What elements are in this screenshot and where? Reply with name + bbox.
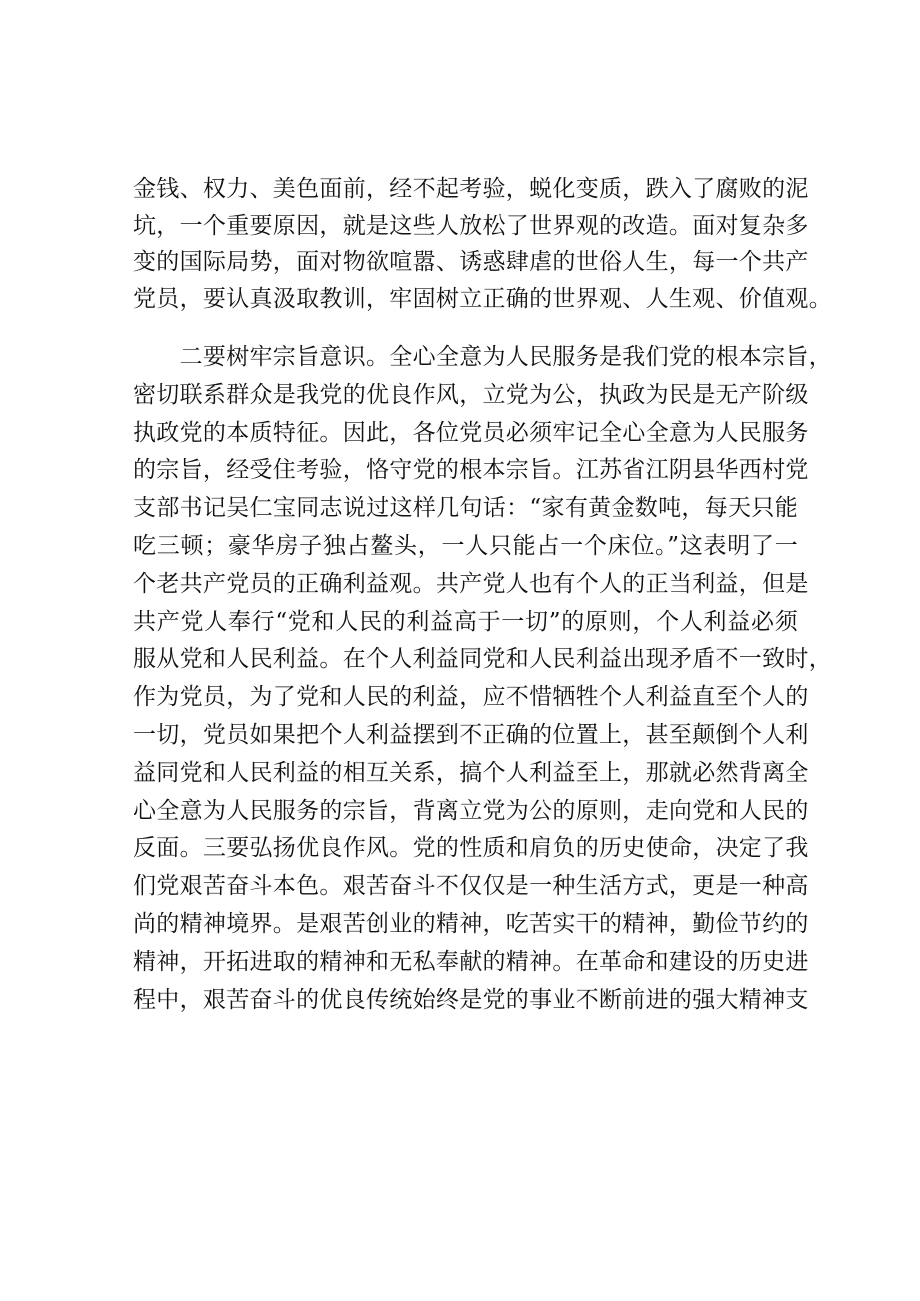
text-line: 二要树牢宗旨意识。全心全意为人民服务是我们党的根本宗旨， xyxy=(133,344,832,370)
text-line: 党员，要认真汲取教训，牢固树立正确的世界观、人生观、价值观。 xyxy=(133,285,832,312)
text-line: 金钱、权力、美色面前，经不起考验，蜕化变质，跌入了腐败的泥 xyxy=(133,176,809,202)
text-line: 服从党和人民利益。在个人利益同党和人民利益出现矛盾不一致时， xyxy=(133,646,832,673)
text-line: 益同党和人民利益的相互关系，搞个人利益至上，那就必然背离全 xyxy=(133,759,809,786)
text-line: 个老共产党员的正确利益观。共产党人也有个人的正当利益，但是 xyxy=(133,570,809,597)
text-line: 程中，艰苦奋斗的优良传统始终是党的事业不断前进的强大精神支 xyxy=(133,986,809,1013)
text-line: 吃三顿；豪华房子独占鳌头，一人只能占一个床位。”这表明了一 xyxy=(133,532,798,559)
text-line: 精神，开拓进取的精神和无私奉献的精神。在革命和建设的历史进 xyxy=(133,948,809,975)
text-line: 的宗旨，经受住考验，恪守党的根本宗旨。江苏省江阴县华西村党 xyxy=(133,457,809,484)
text-line: 支部书记吴仁宝同志说过这样几句话：“家有黄金数吨，每天只能 xyxy=(133,495,798,522)
text-line: 们党艰苦奋斗本色。艰苦奋斗不仅仅是一种生活方式，更是一种高 xyxy=(133,873,809,900)
text-line: 尚的精神境界。是艰苦创业的精神，吃苦实干的精神，勤俭节约的 xyxy=(133,910,809,937)
text-line: 坑，一个重要原因，就是这些人放松了世界观的改造。面对复杂多 xyxy=(133,212,809,239)
paragraph-purpose-awareness xyxy=(133,339,832,1019)
text-line: 作为党员，为了党和人民的利益，应不惜牺牲个人利益直至个人的 xyxy=(133,684,809,711)
text-line: 反面。三要弘扬优良作风。党的性质和肩负的历史使命，决定了我 xyxy=(133,835,809,862)
text-line: 心全意为人民服务的宗旨，背离立党为公的原则，走向党和人民的 xyxy=(133,797,809,824)
text-line: 一切，党员如果把个人利益摆到不正确的位置上，甚至颠倒个人利 xyxy=(133,721,809,748)
paragraph-continued xyxy=(133,171,832,317)
text-line: 共产党人奉行“党和人民的利益高于一切”的原则，个人利益必须 xyxy=(133,608,798,635)
text-line: 密切联系群众是我党的优良作风，立党为公，执政为民是无产阶级 xyxy=(133,381,809,408)
text-line: 变的国际局势，面对物欲喧嚣、诱惑肆虐的世俗人生，每一个共产 xyxy=(133,249,809,275)
text-line: 执政党的本质特征。因此，各位党员必须牢记全心全意为人民服务 xyxy=(133,419,809,446)
